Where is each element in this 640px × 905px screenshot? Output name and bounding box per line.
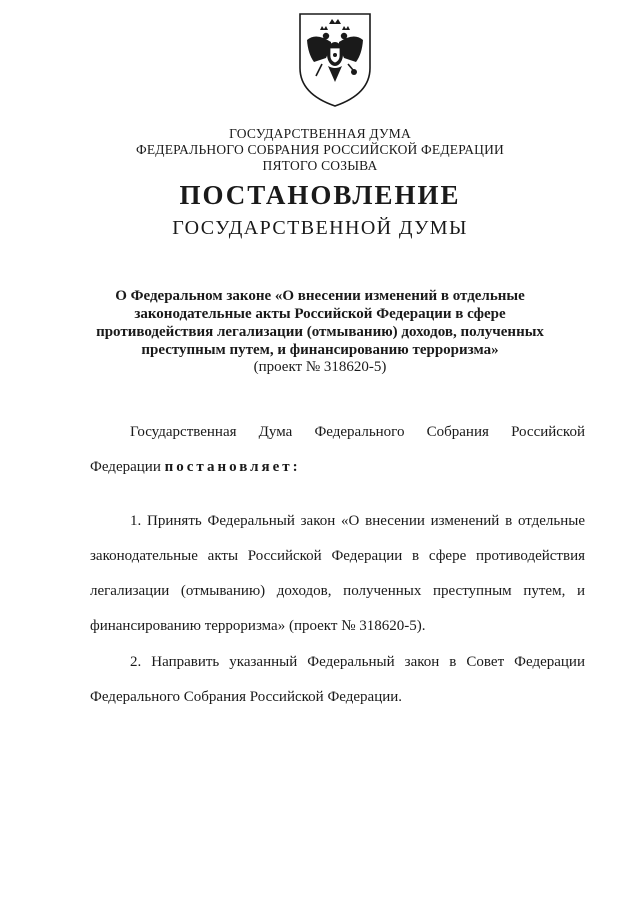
org-line-3: ПЯТОГО СОЗЫВА <box>262 158 378 173</box>
item-2-line-1: 2. Направить указанный Федеральный закон в Совет Федерации <box>130 654 585 670</box>
intro-federation-word: Федерации <box>90 459 161 475</box>
project-number: (проект № 318620-5) <box>253 359 387 375</box>
org-line-1: ГОСУДАРСТВЕННАЯ ДУМА <box>229 126 411 141</box>
subject-line-3: противодействия легализации (отмыванию) доходов, полученных <box>96 324 544 340</box>
item-1-line-3: легализации (отмыванию) доходов, полученных преступным путем, и <box>90 583 585 599</box>
item-1-line-2: законодательные акты Российской Федерации в сфере противодействия <box>90 548 585 564</box>
subject-line-1: О Федеральном законе «О внесении изменений в отдельные <box>115 288 525 304</box>
item-1-line-1: 1. Принять Федеральный закон «О внесении изменений в отдельные <box>130 513 585 529</box>
decree-word: постановляет: <box>164 459 301 475</box>
russian-coat-of-arms-icon <box>296 10 374 110</box>
intro-line-2 <box>90 450 585 485</box>
intro-line-1: Государственная Дума Федерального Собрания Российской <box>130 424 585 440</box>
document-subtitle: ГОСУДАРСТВЕННОЙ ДУМЫ <box>172 217 468 239</box>
subject-line-2: законодательные акты Российской Федерации в сфере <box>134 306 506 322</box>
item-2-line-2: Федерального Собрания Российской Федерации. <box>90 689 403 705</box>
org-line-2: ФЕДЕРАЛЬНОГО СОБРАНИЯ РОССИЙСКОЙ ФЕДЕРАЦИИ <box>136 142 504 157</box>
subject-line-4: преступным путем, и финансированию терроризма» <box>141 342 499 358</box>
document-title: ПОСТАНОВЛЕНИЕ <box>179 180 461 210</box>
item-1-line-4: финансированию терроризма» (проект № 318620-5). <box>90 618 426 634</box>
